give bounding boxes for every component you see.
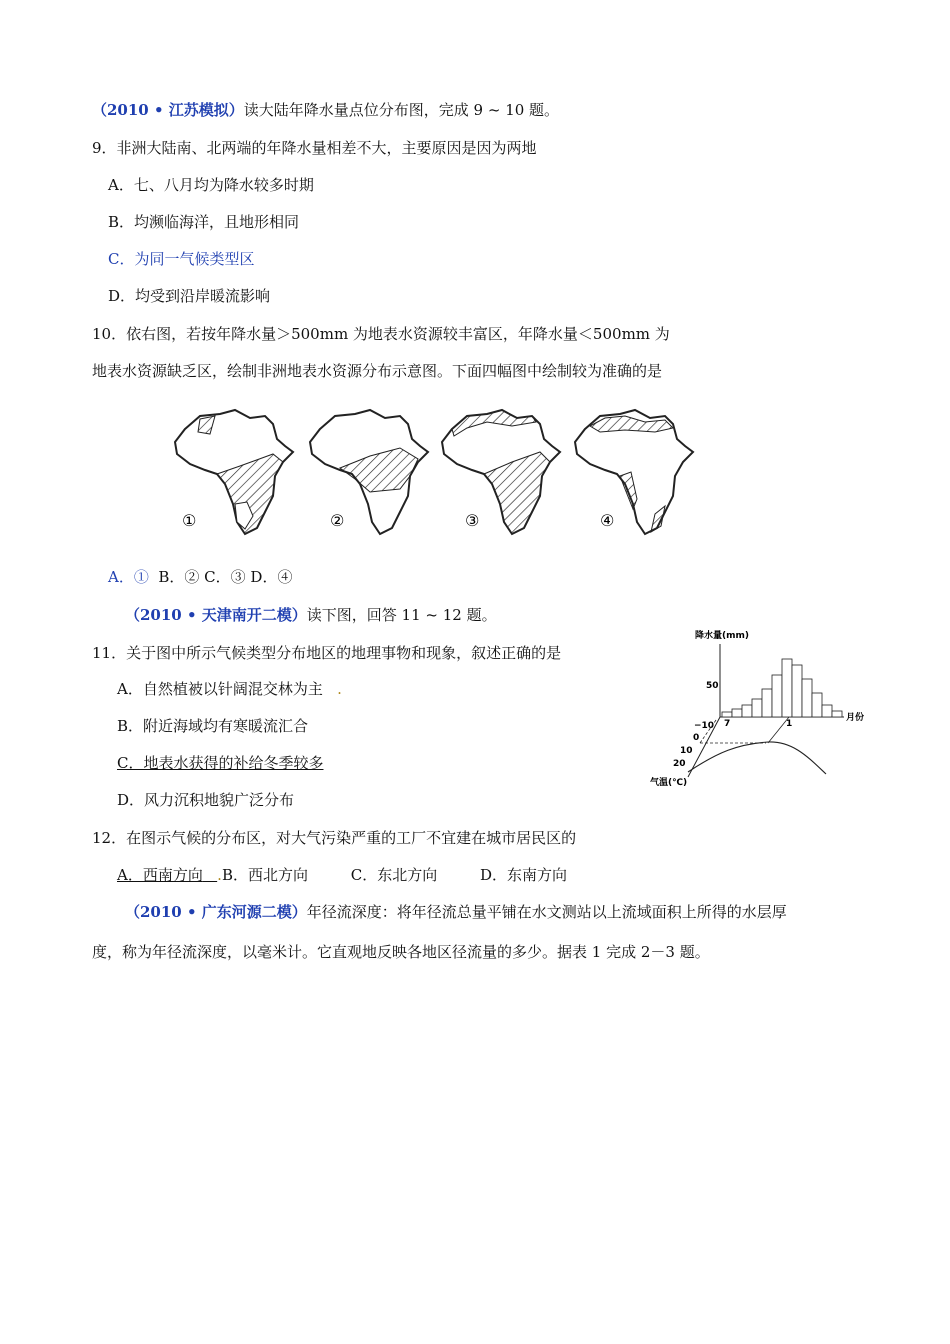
q11-stem: 11．关于图中所示气候类型分布地区的地理事物和现象，叙述正确的是 — [92, 644, 562, 662]
map-label-2: ② — [330, 511, 345, 530]
precip-bar-4 — [812, 693, 822, 717]
precip-bars — [722, 659, 842, 717]
precip-bar-12 — [772, 675, 782, 717]
precip-bar-9 — [742, 705, 752, 717]
runoff-text-line2: 度，称为年径流深度，以毫米计。它直观地反映各地区径流量的多少。据表 1 完成 2－3 题。 — [92, 943, 710, 961]
q9-option-c: C．为同一气候类型区 — [108, 250, 255, 268]
q12-option-b: B．西北方向 — [221, 866, 308, 884]
source-label: （2010 • 广东河源二模） — [125, 903, 307, 921]
runoff-text-line1: 年径流深度：将年径流总量平铺在水文测站以上流域面积上所得的水层厚 — [306, 903, 787, 921]
q9-option-a: A．七、八月均为降水较多时期 — [108, 176, 314, 194]
q10-answer-a: A．① — [108, 568, 149, 586]
month-axis-label: 月份 — [846, 713, 865, 723]
intro-text: 读下图，回答 11 ~ 12 题。 — [306, 606, 497, 624]
intro-text: 读大陆年降水量点位分布图，完成 9 ~ 10 题。 — [243, 101, 560, 119]
temp-tick-20: 20 — [673, 759, 686, 769]
q12-option-d: D．东南方向 — [480, 866, 568, 884]
precip-bar-7 — [722, 712, 732, 717]
q10-options-rest: B．② C．③ D．④ — [158, 568, 293, 586]
q9-stem: 9．非洲大陆南、北两端的年降水量相差不大，主要原因是因为两地 — [92, 139, 537, 157]
q9-option-d: D．均受到沿岸暖流影响 — [108, 287, 271, 305]
month-1-guide — [768, 717, 789, 743]
q10-options — [108, 566, 292, 588]
temp-label: 气温(℃) — [650, 778, 688, 788]
temp-tick-0: 0 — [693, 733, 700, 743]
africa-map-4 — [575, 410, 693, 534]
africa-map-3 — [442, 410, 560, 534]
precip-bar-2 — [792, 665, 802, 717]
q12-options — [117, 864, 567, 886]
precip-bar-11 — [762, 689, 772, 717]
q9-option-b: B．均濒临海洋，且地形相同 — [108, 213, 300, 231]
q2-3-header — [125, 901, 787, 923]
q11-option-a-text: A．自然植被以针阔混交林为主 — [117, 680, 323, 698]
precip-bar-3 — [802, 679, 812, 717]
q12-option-a-mark: . — [217, 866, 222, 884]
q11-12-header — [125, 604, 497, 626]
temp-tick-minus10: −10 — [694, 721, 715, 731]
source-label: （2010 • 江苏模拟） — [92, 101, 244, 119]
q11-option-c: C．地表水获得的补给冬季较多 — [117, 754, 324, 772]
precip-bar-5 — [822, 705, 832, 717]
temperature-curve — [688, 742, 826, 774]
precip-bar-10 — [752, 699, 762, 717]
map-label-4: ④ — [600, 511, 615, 530]
q9-10-header — [92, 99, 559, 121]
q12-option-c: C．东北方向 — [350, 866, 438, 884]
temp-tick-10: 10 — [680, 746, 693, 756]
map-label-3: ③ — [465, 511, 480, 530]
q12-stem: 12．在图示气候的分布区，对大气污染严重的工厂不宜建在城市居民区的 — [92, 829, 577, 847]
climate-chart — [648, 622, 878, 797]
source-label: （2010 • 天津南开二模） — [125, 606, 307, 624]
month-tick-7: 7 — [724, 719, 731, 729]
map-label-1: ① — [182, 511, 197, 530]
q10-stem-line2: 地表水资源缺乏区，绘制非洲地表水资源分布示意图。下面四幅图中绘制较为准确的是 — [92, 362, 663, 380]
q11-option-d: D．风力沉积地貌广泛分布 — [117, 791, 295, 809]
africa-maps-figure — [160, 402, 700, 542]
month-tick-1: 1 — [786, 719, 793, 729]
precip-bar-8 — [732, 709, 742, 717]
q10-stem-line1: 10．依右图，若按年降水量＞500mm 为地表水资源较丰富区，年降水量＜500mm 为 — [92, 325, 670, 343]
chart-ylabel: 降水量(mm) — [695, 631, 749, 641]
tick-50: 50 — [706, 681, 719, 691]
q11-option-b: B．附近海域均有寒暖流汇合 — [117, 717, 309, 735]
precip-bar-1 — [782, 659, 792, 717]
q11-option-a — [117, 678, 342, 700]
africa-map-2 — [310, 410, 428, 534]
precip-bar-6 — [832, 711, 842, 717]
q11-option-a-mark: . — [337, 680, 342, 698]
q12-option-a: A．西南方向 — [117, 866, 203, 884]
